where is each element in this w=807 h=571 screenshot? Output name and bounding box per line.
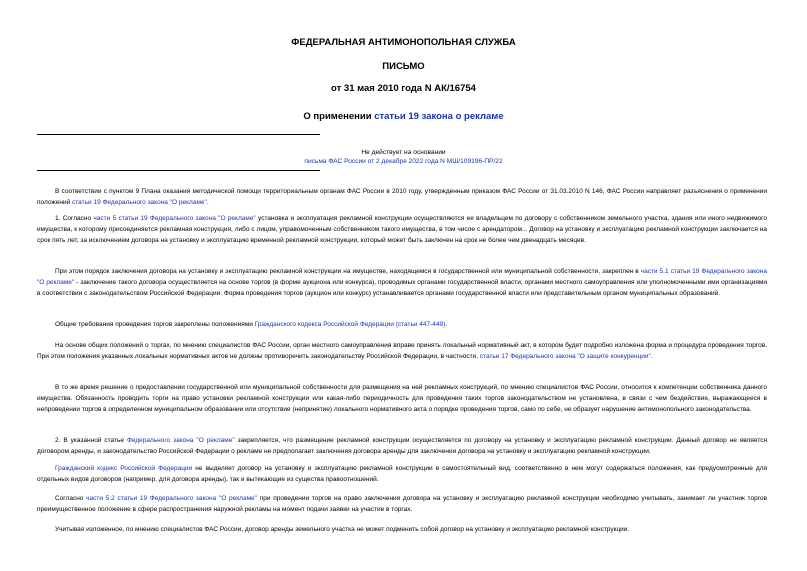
law-reference-link[interactable]: Гражданский кодекс Российской Федерации	[55, 465, 193, 472]
paragraph	[37, 493, 767, 515]
paragraph-text: 2. В указанной статье	[55, 437, 127, 444]
law-reference-link[interactable]: части 5.2 статьи 19 Федерального закона "О рекламе"	[86, 495, 257, 502]
paragraph	[37, 186, 767, 208]
law-reference-link[interactable]: Федерального закона "О рекламе"	[126, 437, 235, 444]
paragraph-text: В соответствии с пунктом 9 Плана оказания методической помощи территориальным органам ФАС России в 2010 году, утвержденным приказом ФАС России от 31.03.2010 N 146, ФАС России направляет разъяснения о применении положений	[37, 188, 767, 206]
paragraph-text: Учитывая изложенное, по мнению специалистов ФАС России, договор аренды земельного участка не может подменить собой договор на установку и эксплуатацию рекламной конструкции.	[55, 526, 630, 533]
paragraph	[37, 340, 767, 362]
paragraph-text: На основе общих положений о торгах, по мнению специалистов ФАС России, орган местного самоуправления вправе принять локальный нормативный акт, в котором будет подробно изложена форма и процедура проведения торгов. При этом положения указанных локальных нормативных актов не должны противоречить законодательству Российской Федерации, в частности,	[37, 342, 767, 360]
paragraph-text: не выделяет договор на установку и эксплуатацию рекламной конструкции в самостоятельный вид, соответственно в нем могут содержаться положения, как предусмотренные для отдельных видов договоров (например, для договора аренды), так и вытекающие из существа правоотношений.	[37, 465, 768, 483]
date-number-heading: от 31 мая 2010 года N АК/16754	[331, 83, 476, 94]
paragraph	[37, 463, 767, 485]
paragraph	[37, 435, 767, 457]
paragraph	[37, 213, 767, 246]
law-reference-link[interactable]: статье 17 Федерального закона "О защите конкуренции"	[479, 353, 651, 360]
paragraph-text: В то же время решение о предоставлении государственной или муниципальной собственности для размещения на ней рекламных конструкций, по мнению специалистов ФАС России, относится к компетенции собственника данного имущества. Обязанность проводить торги на право установки рекламной конструкции или какая-либо периодичность для проведения таких торгов законодательством не установлена, в связи с чем бездействие, выражающееся в непроведении торгов в определенном муниципальном образовании или отсутствие (непринятие) локального нормативного акта о порядке проведения торгов, само по себе, не образует нарушение антимонопольного законодательства.	[37, 384, 767, 413]
paragraph	[37, 319, 767, 330]
title-prefix: О применении	[303, 111, 375, 122]
law-reference-link[interactable]: части 5 статьи 19 Федерального закона "О рекламе"	[93, 215, 256, 222]
agency-heading: ФЕДЕРАЛЬНАЯ АНТИМОНОПОЛЬНАЯ СЛУЖБА	[291, 37, 516, 48]
paragraph-text: Общие требования проведения торгов закреплены положениями	[55, 321, 255, 328]
law-reference-link[interactable]: части 5.1 статьи 19 Федерального закона "О рекламе"	[37, 268, 767, 286]
paragraph-text: .	[206, 199, 209, 206]
status-source-link[interactable]: письма ФАС России от 2 декабря 2022 года N МШ/109196-ПР/22	[304, 158, 503, 165]
paragraph-text: установка и эксплуатация рекламной конструкции осуществляются ее владельцем по договору с собственником земельного участка, здания или иного недвижимого имущества, к которому присоединяется рекламная конструкция, либо с лицом, управомоченным собственником такого имущества, в том числе с арендатором... Договор на установку и эксплуатацию рекламной конструкции заключается на срок пять лет, за исключением договора на установку и эксплуатацию временной рекламной конструкции, который может быть заключен на срок не более чем двенадцать месяцев.	[37, 215, 768, 244]
paragraph-text: .	[445, 321, 448, 328]
divider-top	[37, 134, 320, 135]
title-law-link[interactable]: статьи 19 закона о рекламе	[374, 111, 504, 122]
law-reference-link[interactable]: Гражданского кодекса Российской Федерации (статьи 447-449)	[254, 321, 446, 328]
paragraph-text: при проведении торгов на право заключения договора на установку и эксплуатацию рекламной конструкции необходимо учитывать, занимает ли участник торгов преимущественное положение в сфере распространения наружной рекламы на момент подачи заявки на участие в торгах.	[37, 495, 767, 513]
paragraph-text: Согласно	[55, 495, 87, 502]
paragraph	[37, 524, 767, 535]
paragraph-text: .	[650, 353, 653, 360]
paragraph-text: При этом порядок заключения договора на установку и эксплуатацию рекламной конструкции на имуществе, находящемся в государственной или муниципальной собственности, закреплен в	[55, 268, 641, 275]
paragraph	[37, 382, 767, 415]
paragraph-text: закрепляется, что размещение рекламной конструкции осуществляется по договору на установку и эксплуатацию рекламной конструкции. Данный договор не является договором аренды, и законодательство Российской Федерации о рекламе не предполагает заключения договора аренды для заключения договора на установку и эксплуатацию рекламной конструкции.	[37, 437, 767, 455]
paragraph	[37, 266, 767, 299]
paragraph-text: - заключение такого договора осуществляется на основе торгов (в форме аукциона или конкурса), проводимых органами государственной власти, органами местного самоуправления или уполномоченными ими организациями в соответствии с законодательством Российской Федерации. Форма проведения торгов (аукцион или конкурс) устанавливается органами государственной власти или представительным органом муниципальных образований.	[37, 279, 767, 297]
document-title	[0, 111, 807, 122]
doc-type-heading: ПИСЬМО	[382, 61, 425, 72]
law-reference-link[interactable]: статьи 19 Федерального закона "О рекламе"	[72, 199, 207, 206]
divider-bottom	[37, 170, 320, 171]
status-note: Не действует на основании	[361, 149, 446, 156]
status-source	[0, 157, 807, 167]
paragraph-text: 1. Согласно	[55, 215, 94, 222]
